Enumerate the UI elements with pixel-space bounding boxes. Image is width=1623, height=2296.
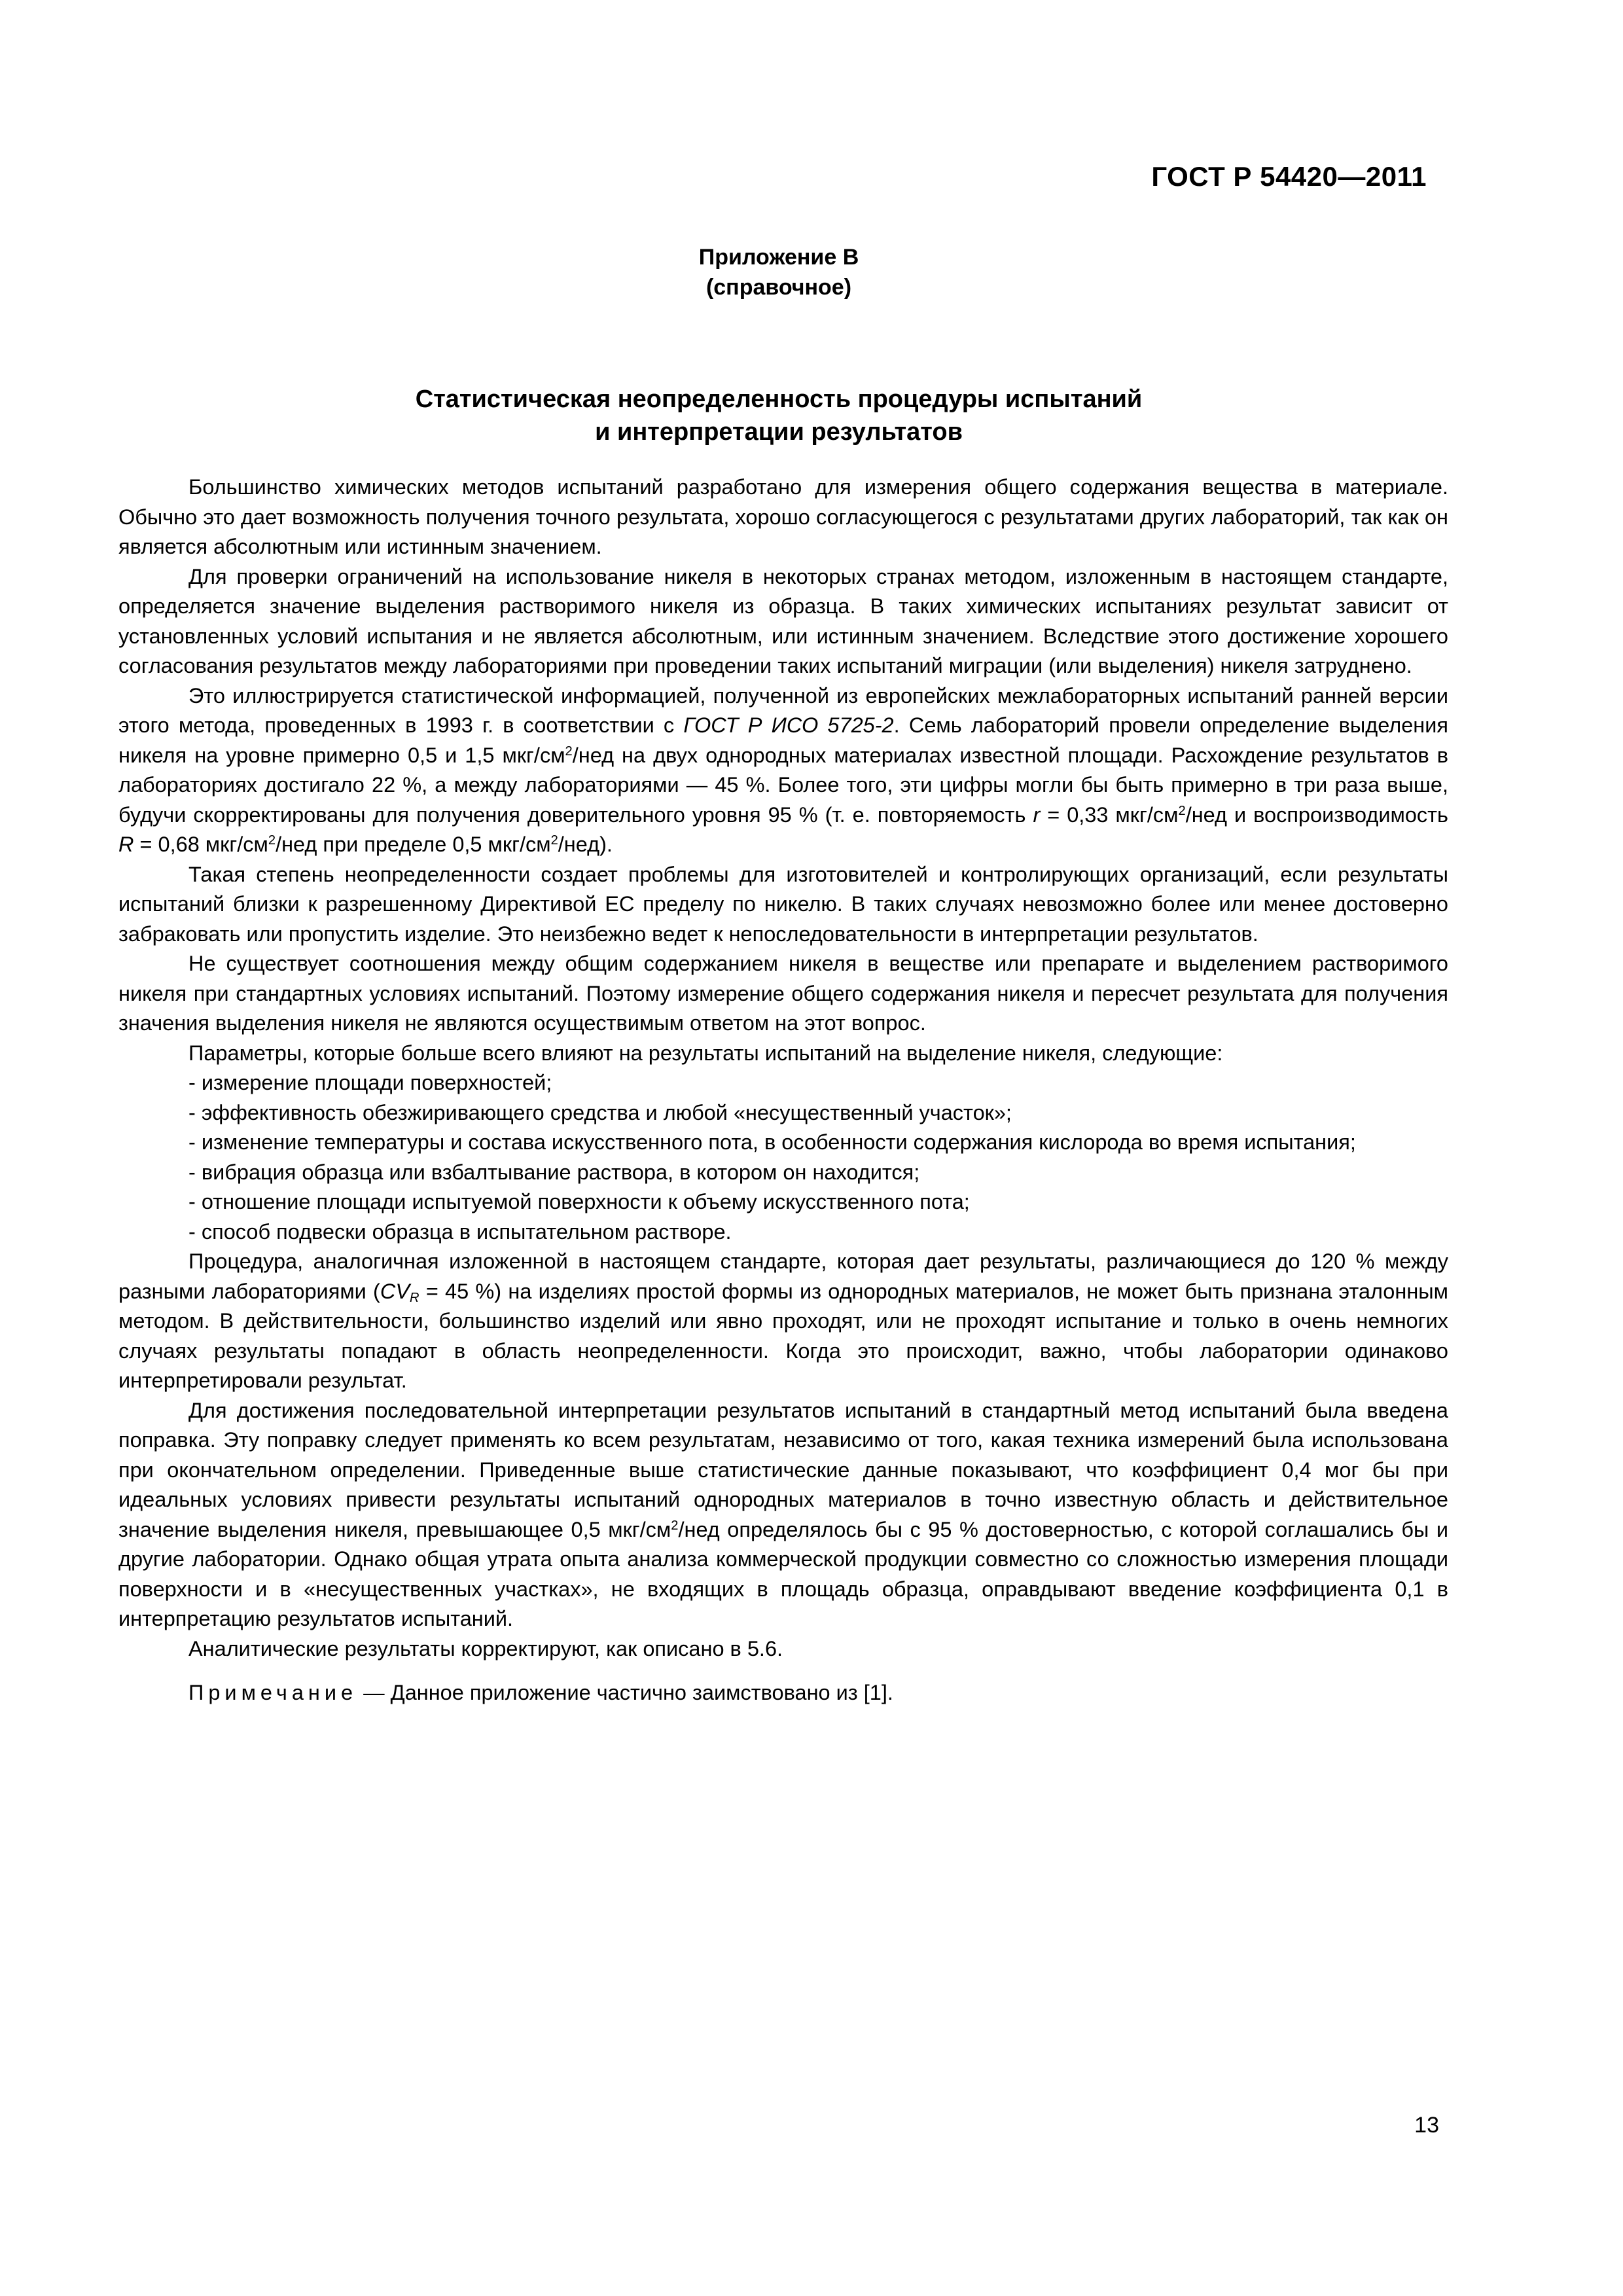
list-item: - отношение площади испытуемой поверхности к объему искусственного пота; [188, 1190, 970, 1213]
body-text [118, 473, 1448, 1708]
list-item: - эффективность обезжиривающего средства и любой «несущественный участок»; [188, 1100, 1012, 1124]
list-item: - изменение температуры и состава искусственного пота, в особенности содержания кислорода во время испытания; [188, 1130, 1356, 1154]
document-code: ГОСТ Р 54420—2011 [1151, 161, 1427, 192]
list-item: - способ подвески образца в испытательном растворе. [188, 1219, 732, 1244]
paragraph-3: Это иллюстрируется статистической информацией, полученной из европейских межлабораторных испытаний ранней версии этого метода, проведенных в 1993 г. в соответствии с ГОСТ Р ИСО 5725-2. Семь лабораторий провели определение выделения никеля на уровне примерно 0,5 и 1,5 мкг/$см^2$/нед на двух однородных материалах известной площади. Расхождение результатов в лабораториях достигало 22 %, а между лабораториями — 45 %. Более того, эти цифры могли бы быть примерно в три раза выше, будучи скорректированы для получения доверительного уровня 95 % (т. е. повторяемость r = 0,33 мкг/$см^2$/нед и воспроизводимость R = 0,68 мкг/$см^2$/нед при пределе 0,5 мкг/$см^2/нед$). [118, 683, 1448, 856]
repeatability-symbol: r [1033, 802, 1041, 827]
paragraph-5: Не существует соотношения между общим содержанием никеля в веществе или препарате и выделением растворимого никеля при стандартных условиях испытаний. Поэтому измерение общего содержания никеля и пересчет результата для получения значения выделения никеля не являются осуществимым ответом на этот вопрос. [118, 952, 1448, 1035]
reproducibility-symbol: R [118, 833, 134, 856]
note-text: — Данное приложение частично заимствовано из [1]. [357, 1681, 893, 1704]
section-title-line-1: Статистическая неопределенность процедуры испытаний [415, 386, 1143, 413]
paragraph-6: Параметры, которые больше всего влияют на результаты испытаний на выделение никеля, следующие: [188, 1041, 1223, 1065]
appendix-subtitle: (справочное) [705, 275, 852, 300]
page-number: 13 [1414, 2113, 1439, 2138]
paragraph-9: Аналитические результаты корректируют, как описано в 5.6. [188, 1636, 783, 1660]
cv-symbol: CV [380, 1279, 410, 1303]
paragraph-4: Такая степень неопределенности создает проблемы для изготовителей и контролирующих организаций, если результаты испытаний близки к разрешенному Директивой ЕС пределу по никелю. В таких случаях невозможно более или менее достоверно забраковать или пропустить изделие. Это неизбежно ведет к непоследовательности в интерпретации результатов. [118, 862, 1448, 946]
appendix-heading [0, 242, 1558, 302]
paragraph-8: Для достижения последовательной интерпретации результатов испытаний в стандартный метод испытаний была введена поправка. Эту поправку следует применять ко всем результатам, независимо от того, какая техника измерений была использована при окончательном определении. Приведенные выше статистические данные показывают, что коэффициент 0,4 мог бы при идеальных условиях привести результаты испытаний однородных материалов в точно известную область и действительное значение выделения никеля, превышающее 0,5 мкг/$см^2$/нед определялось бы с 95 % достоверностью, с которой соглашались бы и другие лаборатории. Однако общая утрата опыта анализа коммерческой продукции совместно со сложностью измерения площади поверхности и в «несущественных участках», не входящих в площадь образца, оправдывают введение коэффициента 0,1 в интерпретацию результатов испытаний. [118, 1398, 1448, 1630]
paragraph-2: Для проверки ограничений на использование никеля в некоторых странах методом, изложенным в настоящем стандарте, определяется значение выделения растворимого никеля из образца. В таких химических испытаниях результат зависит от установленных условий испытания и не является абсолютным, или истинным значением. Вследствие этого достижение хорошего согласования результатов между лабораториями при проведении таких испытаний миграции (или выделения) никеля затруднено. [118, 564, 1448, 677]
list-item: - вибрация образца или взбалтывание раствора, в котором он находится; [188, 1160, 920, 1184]
section-heading [0, 383, 1558, 448]
list-item: - измерение площади поверхностей; [188, 1071, 552, 1094]
section-title-line-2: и интерпретации результатов [595, 418, 963, 446]
paragraph-7: Процедура, аналогичная изложенной в настоящем стандарте, которая дает результаты, различающиеся до 120 % между разными лабораториями ($CV_R = 45$ %) на изделиях простой формы из однородных материалов, не может быть признана эталонным методом. В действительности, большинство изделий или явно проходят, или не проходят испытание и только в очень немногих случаях результаты попадают в область неопределенности. Когда это происходит, важно, чтобы лаборатории одинаково интерпретировали результат. [118, 1249, 1448, 1392]
appendix-title: Приложение В [698, 245, 859, 270]
note-label: Примечание [188, 1681, 358, 1704]
paragraph-1: Большинство химических методов испытаний разработано для измерения общего содержания вещества в материале. Обычно это дает возможность получения точного результата, хорошо согласующегося с результатами других лабораторий, так как он является абсолютным или истинным значением. [118, 475, 1448, 558]
standard-reference: ГОСТ Р ИСО 5725-2 [683, 713, 894, 737]
note [118, 1678, 1448, 1708]
